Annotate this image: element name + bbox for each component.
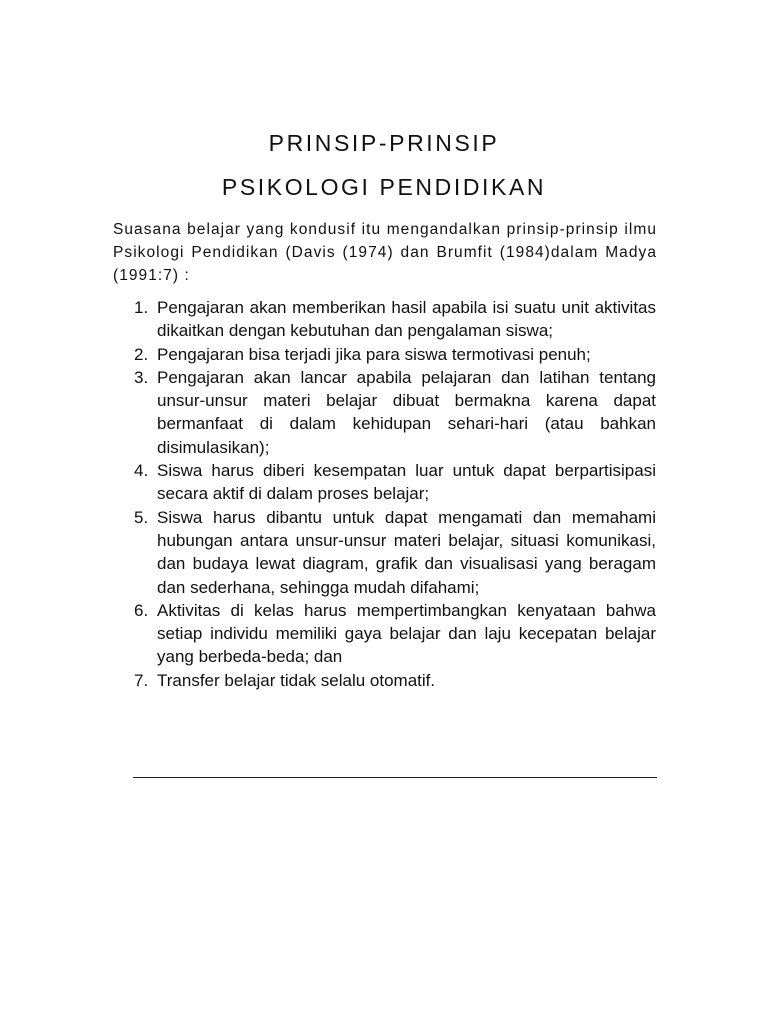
principles-list	[130, 296, 656, 692]
list-item-number: 4.	[134, 461, 149, 481]
list-item	[130, 506, 656, 599]
list-item-number: 1.	[134, 298, 149, 317]
list-item-text: Pengajaran akan memberikan hasil apabila isi suatu unit aktivitas dikaitkan dengan kebutuhan dan pengalaman siswa;	[157, 298, 656, 341]
list-item	[130, 296, 656, 343]
list-item-text: Aktivitas di kelas harus mempertimbangkan kenyataan bahwa setiap individu memiliki gaya belajar dan laju kecepatan belajar yang berbeda-beda; dan	[157, 600, 656, 667]
intro-paragraph: Suasana belajar yang kondusif itu mengandalkan prinsip-prinsip ilmu Psikologi Pendidikan (Davis (1974) dan Brumfit (1984)dalam Madya (1991:7) :	[113, 221, 657, 284]
list-item-number: 5.	[134, 507, 149, 527]
list-item	[130, 599, 656, 669]
list-item-text: Transfer belajar tidak selalu otomatif.	[157, 670, 436, 690]
list-item-text: Siswa harus diberi kesempatan luar untuk dapat berpartisipasi secara aktif di dalam proses belajar;	[157, 461, 656, 504]
list-item	[130, 343, 656, 366]
list-item-number: 3.	[134, 367, 149, 387]
list-item-text: Pengajaran akan lancar apabila pelajaran dan latihan tentang unsur-unsur materi belajar dibuat bermakna karena dapat bermanfaat di dalam kehidupan sehari-hari (atau bahkan disimulasikan);	[157, 367, 656, 457]
list-item-number: 6.	[134, 600, 149, 620]
list-item	[130, 669, 656, 692]
horizontal-rule	[133, 777, 657, 778]
page-title-line-2: PSIKOLOGI PENDIDIKAN	[221, 174, 547, 200]
list-item-number: 7.	[134, 670, 149, 690]
list-item-text: Siswa harus dibantu untuk dapat mengamati dan memahami hubungan antara unsur-unsur materi belajar, situasi komunikasi, dan budaya lewat diagram, grafik dan visualisasi yang beragam dan sederhana, sehingga mudah difahami;	[157, 507, 656, 597]
list-item-number: 2.	[134, 344, 149, 364]
list-item-text: Pengajaran bisa terjadi jika para siswa termotivasi penuh;	[157, 344, 591, 364]
list-item	[130, 459, 656, 506]
page-title-line-1: PRINSIP-PRINSIP	[268, 130, 500, 156]
list-item	[130, 366, 656, 459]
